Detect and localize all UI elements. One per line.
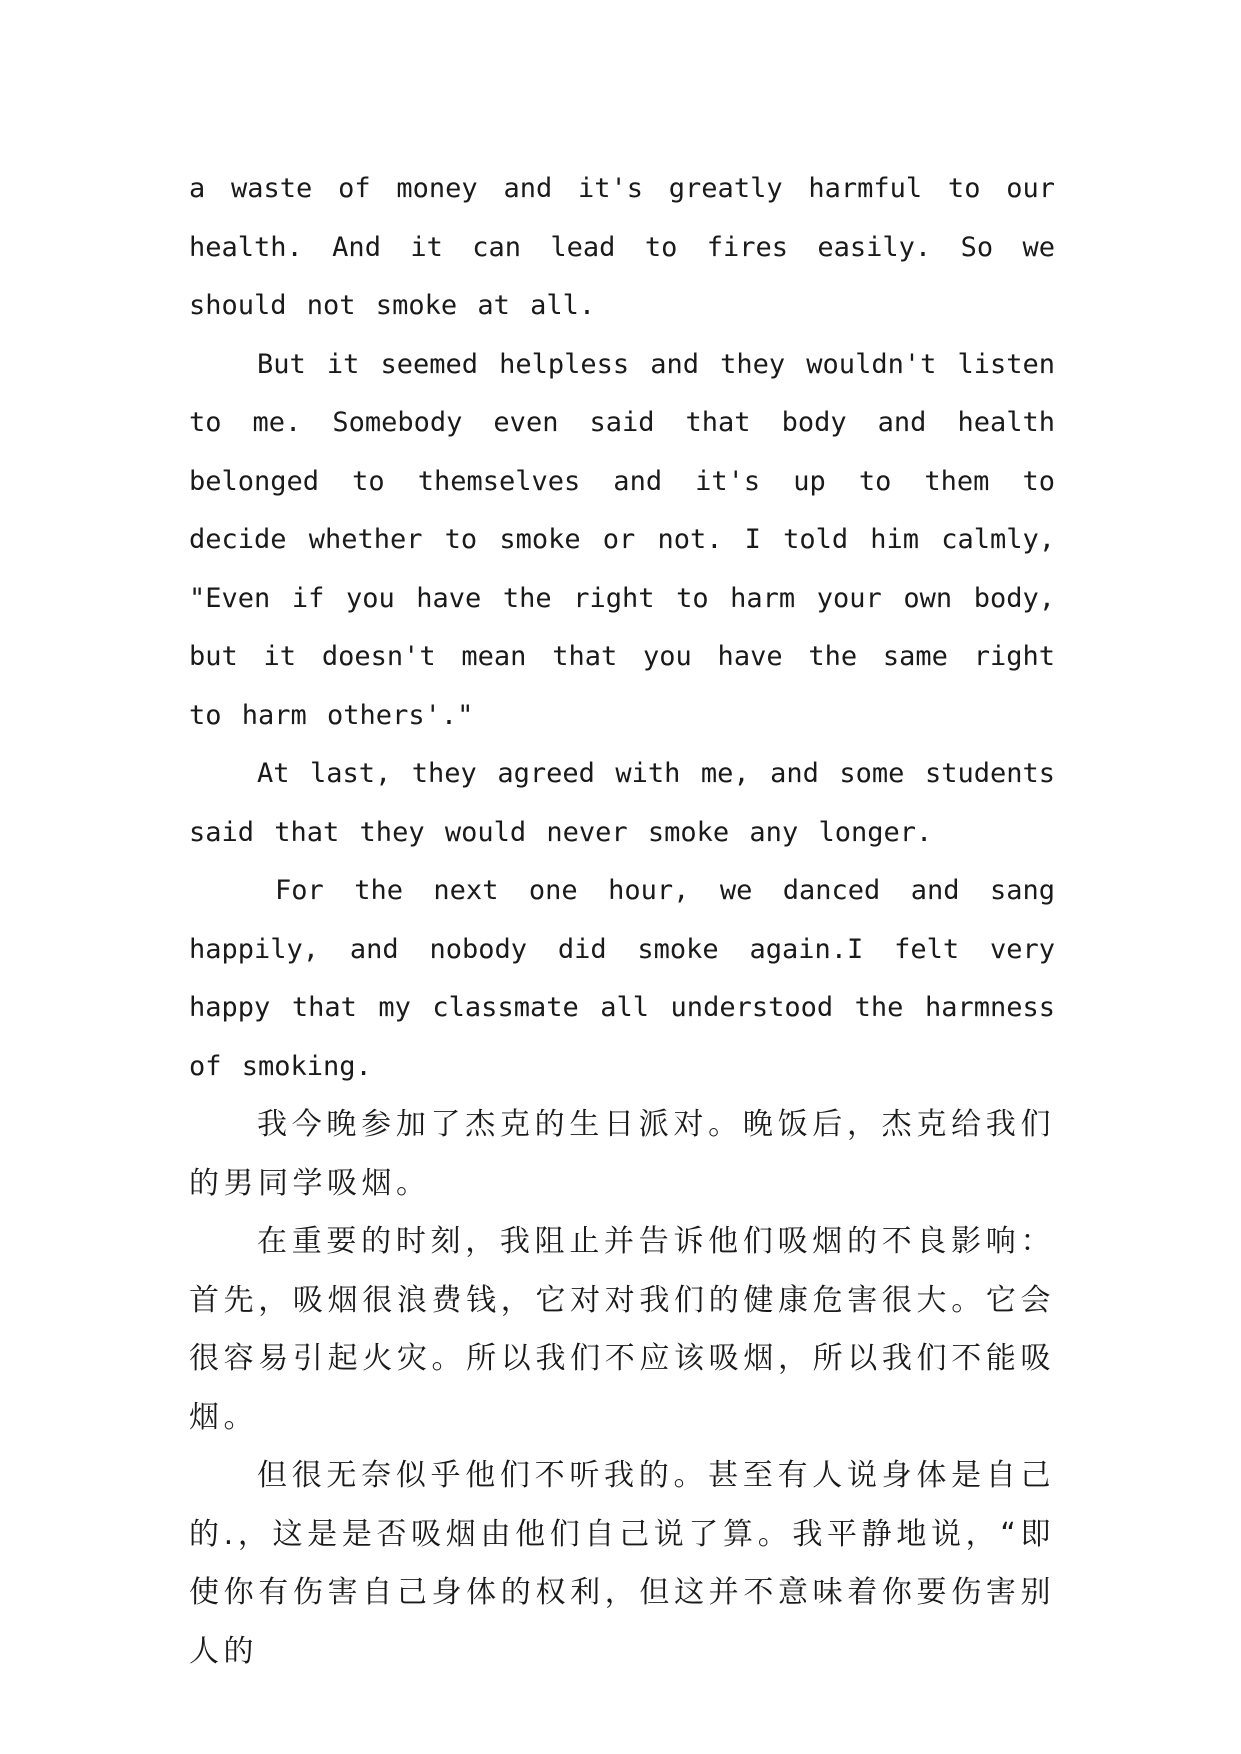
paragraph-smoking-harms-continued: a waste of money and it's greatly harmful to our health. And it can lead to fires easily. So we should not smoke at all.	[189, 173, 1055, 321]
paragraph-zh-harms: 在重要的时刻，我阻止并告诉他们吸烟的不良影响：首先，吸烟很浪费钱，它对对我们的健康危害很大。它会很容易引起火灾。所以我们不应该吸烟，所以我们不能吸烟。	[189, 1224, 1055, 1435]
paragraph-argument: But it seemed helpless and they wouldn't listen to me. Somebody even said that body and health belonged to themselves and it's up to them to decide whether to smoke or not. I told him calmly, "Even if you have the right to harm your own body, but it doesn't mean that you have the same right to harm others'."	[189, 348, 1055, 731]
paragraph-conclusion: For the next one hour, we danced and sang happily, and nobody did smoke again.I felt very happy that my classmate all understood the harmness of smoking.	[189, 875, 1055, 1082]
paragraph-zh-party: 我今晚参加了杰克的生日派对。晚饭后，杰克给我们的男同学吸烟。	[189, 1107, 1055, 1201]
paragraph-agreement: At last, they agreed with me, and some students said that they would never smoke any longer.	[189, 758, 1055, 848]
paragraph-zh-argument: 但很无奈似乎他们不听我的。甚至有人说身体是自己的.，这是是否吸烟由他们自己说了算。我平静地说，“即使你有伤害自己身体的权利，但这并不意味着你要伤害别人的	[189, 1458, 1055, 1669]
document-body	[189, 160, 1055, 1681]
